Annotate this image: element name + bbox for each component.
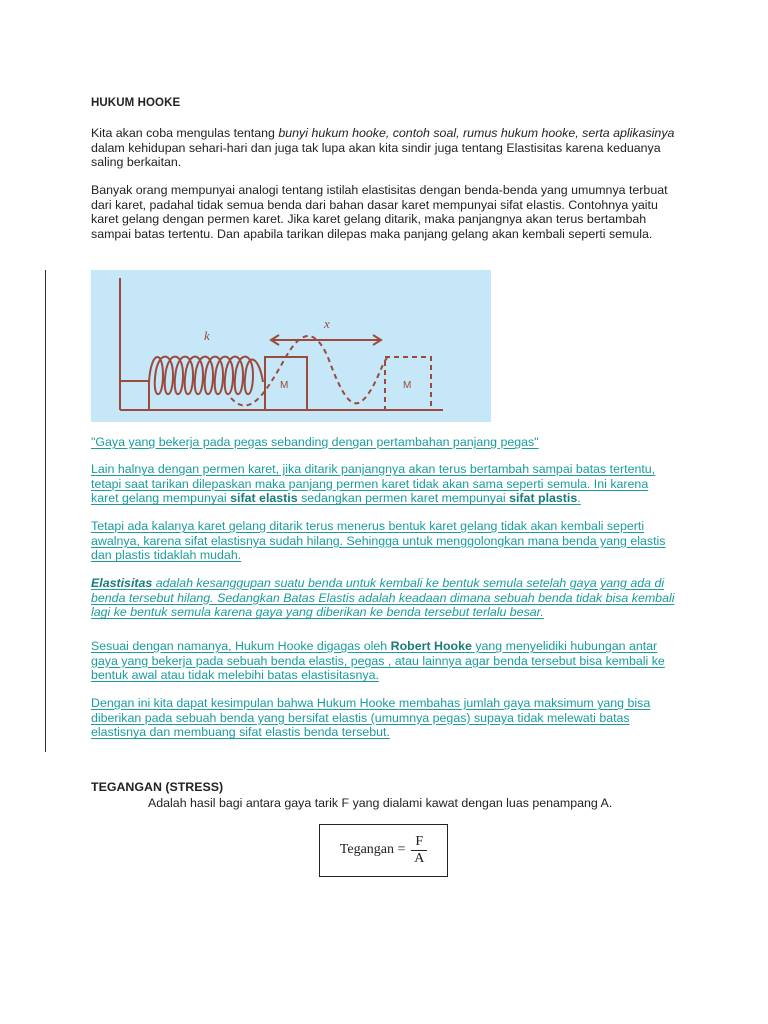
- formula-numerator: F: [411, 834, 427, 851]
- page-margin-line: [45, 270, 46, 752]
- intro-paragraph: Kita akan coba mengulas tentang bunyi hukum hooke, contoh soal, rumus hukum hooke, serta aplikasinya dalam kehidupan sehari-hari dan juga tak lupa akan kita sindir juga tentang Elastisitas karena keduanya saling berkaitan.: [91, 126, 675, 170]
- stress-formula: [319, 824, 448, 877]
- hooke-spring-figure: [91, 270, 491, 422]
- mass-label: M: [280, 380, 289, 391]
- robert-hooke-link[interactable]: Sesuai dengan namanya, Hukum Hooke digagas oleh Robert Hooke yang menyelidiki hubungan antar gaya yang bekerja pada sebuah benda elastis, pegas , atau lainnya agar benda tersebut bisa kembali ke bentuk awal atau tidak melebihi batas elastisitasnya.: [91, 639, 665, 683]
- elasticity-definition-link[interactable]: Elastisitas adalah kesanggupan suatu benda untuk kembali ke bentuk semula setelah gaya yang ada di benda tersebut hilang. Sedangkan Batas Elastis adalah keadaan dimana sebuah benda tidak bisa kembali lagi ke bentuk semula karena gaya yang diberikan ke benda tersebut terlalu besar.: [91, 576, 675, 620]
- hooke-law-quote-link[interactable]: "Gaya yang bekerja pada pegas sebanding dengan pertambahan panjang pegas": [91, 435, 539, 449]
- mass-label-displaced: M: [403, 380, 412, 391]
- spring-constant-label: k: [204, 328, 210, 343]
- stress-section-title: TEGANGAN (STRESS): [91, 780, 224, 794]
- conclusion-link[interactable]: Dengan ini kita dapat kesimpulan bahwa Hukum Hooke membahas jumlah gaya maksimum yang bisa diberikan pada sebuah benda yang bersifat elastis (umumnya pegas) supaya tidak melewati batas elastisnya dan membuang sifat elastis benda tersebut.: [91, 696, 651, 740]
- formula-lhs: Tegangan =: [339, 842, 406, 858]
- stress-definition: Adalah hasil bagi antara gaya tarik F yang dialami kawat dengan luas penampang A.: [148, 796, 613, 810]
- distance-label: x: [324, 316, 330, 331]
- elastic-plastic-link[interactable]: Lain halnya dengan permen karet, jika ditarik panjangnya akan terus bertambah sampai batas tertentu, tetapi saat tarikan dilepaskan maka panjang permen karet tidak akan sama seperti semula. Ini karena karet gelang mempunyai sifat elastis sedangkan permen karet mempunyai sifat plastis.: [91, 462, 656, 506]
- analogy-paragraph: Banyak orang mempunyai analogi tentang istilah elastisitas dengan benda-benda yang umumnya terbuat dari karet, padahal tidak semua benda dari bahan dasar karet mempunyai sifat elastis. Contohnya yaitu karet gelang dengan permen karet. Jika karet gelang ditarik, maka panjangnya akan terus bertambah sampai batas tertentu. Dan apabila tarikan dilepas maka panjang gelang akan kembali seperti semula.: [91, 183, 668, 241]
- formula-fraction: [411, 834, 427, 867]
- elasticity-lost-link[interactable]: Tetapi ada kalanya karet gelang ditarik terus menerus bentuk karet gelang tidak akan kembali seperti awalnya, karena sifat elastisnya sudah hilang. Sehingga untuk menggolongkan mana benda yang elastis dan plastis tidaklah mudah.: [91, 519, 666, 563]
- page-title: HUKUM HOOKE: [91, 97, 181, 109]
- formula-denominator: A: [414, 851, 425, 866]
